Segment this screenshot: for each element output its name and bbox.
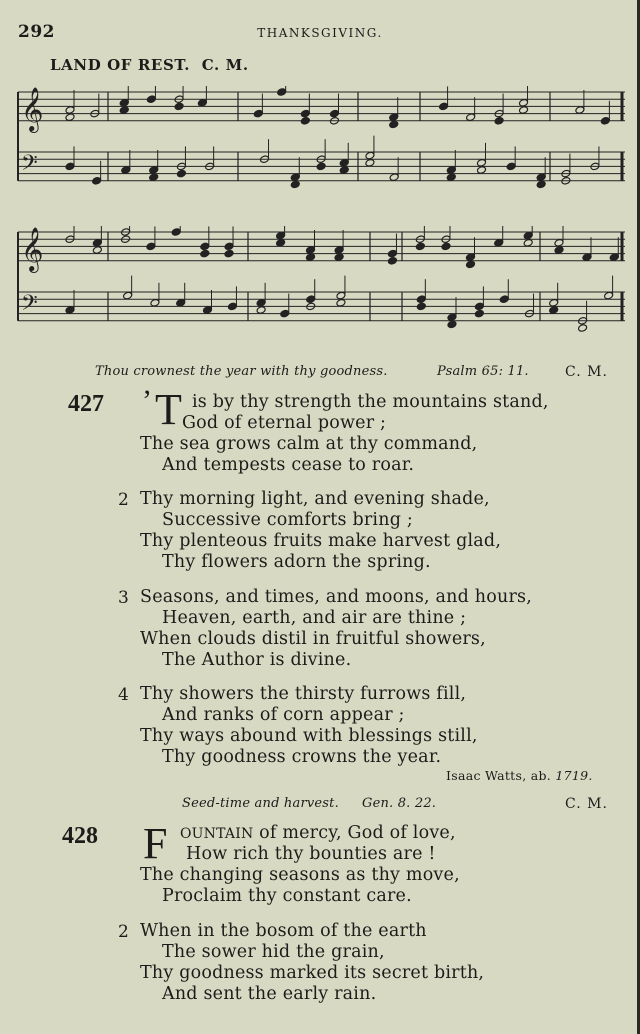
note-head	[446, 173, 456, 182]
note-head	[494, 117, 504, 126]
note-head	[276, 239, 286, 248]
note-head	[149, 166, 159, 175]
hymn-427-s3-line3: When clouds distil in fruitful showers,	[140, 629, 486, 649]
note-head	[65, 162, 75, 171]
note-head	[575, 106, 585, 115]
note-head	[600, 117, 610, 126]
note-head	[174, 102, 184, 111]
note-head	[536, 180, 546, 189]
hymn-428-caption: Seed-time and harvest.	[182, 796, 339, 811]
hymn-428-scripture: Gen. 8. 22.	[362, 796, 437, 811]
treble-clef-icon: 𝄞	[21, 227, 44, 271]
hymn-428-s1-line3: The changing seasons as thy move,	[140, 865, 460, 885]
note-head	[150, 299, 160, 308]
first-word-rest: OUNTAIN	[180, 826, 254, 842]
hymn-427-s1-line3: The sea grows calm at thy command,	[140, 434, 478, 454]
note-head	[578, 324, 588, 333]
hymn-427-s3-line1: Seasons, and times, and moons, and hours,	[140, 587, 532, 607]
note-head	[523, 239, 533, 248]
hymn-427-s4-line1: Thy showers the thirsty furrows fill,	[140, 684, 467, 704]
hymn-427-s4-line2: And ranks of corn appear ;	[162, 705, 405, 725]
note-head	[549, 306, 559, 315]
note-head	[387, 257, 397, 266]
treble-clef-icon: 𝄞	[21, 87, 44, 131]
note-head	[119, 106, 129, 115]
hymn-428-s2-line4: And sent the early rain.	[162, 984, 377, 1004]
hymn-428-s2-line3: Thy goodness marked its secret birth,	[140, 963, 485, 983]
hymn-427-scripture: Psalm 65: 11.	[437, 364, 529, 379]
line1-text: of mercy, God of love,	[259, 823, 456, 843]
note-head	[339, 159, 349, 168]
note-head	[416, 302, 426, 311]
hymn-427-meter: C. M.	[565, 364, 608, 380]
hymn-427-s2-line2: Successive comforts bring ;	[162, 510, 413, 530]
running-title: THANKSGIVING.	[257, 26, 383, 40]
note-head	[171, 228, 181, 237]
note-head	[365, 151, 375, 160]
note-head	[290, 180, 300, 189]
hymn-427-s3-number: 3	[118, 588, 129, 608]
note-head	[415, 242, 425, 251]
note-head	[253, 109, 263, 118]
note-head	[494, 239, 504, 248]
hymn-428-meter: C. M.	[565, 796, 608, 812]
note-head	[280, 309, 290, 318]
note-head	[387, 249, 397, 258]
hymn-428-s2-number: 2	[118, 922, 129, 942]
note-head	[256, 306, 266, 315]
author-year: 1719.	[555, 768, 593, 783]
hymn-427-dropcap: T	[155, 385, 182, 434]
note-head	[466, 260, 476, 269]
note-head	[549, 299, 559, 308]
note-head	[65, 306, 75, 315]
note-head	[224, 242, 234, 251]
note-head	[389, 113, 399, 122]
note-head	[290, 173, 300, 182]
note-head	[336, 299, 346, 308]
hymn-427-s2-line3: Thy plenteous fruits make harvest glad,	[140, 531, 502, 551]
note-head	[306, 246, 316, 255]
note-head	[123, 291, 133, 300]
note-head	[582, 253, 592, 262]
hymn-427-s3-line2: Heaven, earth, and air are thine ;	[162, 608, 467, 628]
hymn-427-s1-line2: God of eternal power ;	[182, 413, 387, 433]
note-head	[176, 299, 186, 308]
hymn-427-s4-line3: Thy ways abound with blessings still,	[140, 726, 478, 746]
note-head	[609, 253, 619, 262]
hymn-428-number: 428	[62, 823, 98, 849]
note-head	[227, 302, 237, 311]
note-head	[519, 99, 529, 108]
note-head	[604, 291, 614, 300]
note-head	[256, 299, 266, 308]
note-head	[306, 295, 316, 304]
note-head	[334, 253, 344, 262]
note-head	[146, 242, 156, 251]
note-head	[176, 169, 186, 178]
note-head	[466, 113, 476, 122]
note-head	[203, 306, 213, 315]
hymn-428-s1-line1	[180, 823, 456, 843]
note-head	[65, 106, 75, 115]
tune-meter: C. M.	[201, 56, 249, 74]
note-head	[92, 239, 102, 248]
note-head	[92, 246, 102, 255]
note-head	[536, 173, 546, 182]
author-name: Isaac Watts, ab.	[446, 768, 552, 783]
tune-name: LAND OF REST.	[50, 56, 191, 74]
hymn-427-s1-line4: And tempests cease to roar.	[162, 455, 415, 475]
note-head	[197, 99, 207, 108]
note-head	[447, 320, 457, 329]
hymn-427-s2-number: 2	[118, 490, 129, 510]
hymn-427-s3-line4: The Author is divine.	[162, 650, 352, 670]
note-head	[146, 95, 156, 104]
note-head	[200, 249, 210, 258]
note-head	[554, 246, 564, 255]
note-head	[389, 120, 399, 129]
note-head	[554, 239, 564, 248]
note-head	[477, 166, 487, 175]
hymn-427-s2-line1: Thy morning light, and evening shade,	[140, 489, 490, 509]
note-head	[474, 302, 484, 311]
hymn-427-s2-line4: Thy flowers adorn the spring.	[162, 552, 431, 572]
hymn-427-s4-line4: Thy goodness crowns the year.	[162, 747, 442, 767]
note-head	[447, 313, 457, 322]
note-head	[92, 177, 102, 186]
note-head	[474, 309, 484, 318]
bass-staff	[18, 276, 625, 333]
treble-staff	[18, 226, 625, 273]
note-head	[300, 117, 310, 126]
note-head	[334, 246, 344, 255]
note-head	[365, 159, 375, 168]
hymn-428-s2-line1: When in the bosom of the earth	[140, 921, 427, 941]
hymn-427-s4-number: 4	[118, 685, 129, 705]
note-head	[446, 166, 456, 175]
hymn-428-dropcap: F	[143, 819, 168, 868]
note-head	[523, 231, 533, 240]
note-head	[339, 166, 349, 175]
music-system-1	[0, 86, 640, 206]
note-head	[466, 253, 476, 262]
hymn-428-s1-line4: Proclaim thy constant care.	[162, 886, 412, 906]
note-head	[519, 106, 529, 115]
note-head	[499, 295, 509, 304]
note-head	[306, 253, 316, 262]
hymn-427-number: 427	[68, 391, 104, 417]
note-head	[224, 249, 234, 258]
note-head	[149, 173, 159, 182]
treble-staff	[18, 86, 625, 133]
note-head	[506, 162, 516, 171]
bass-clef-icon: 𝄢	[21, 151, 38, 181]
music-system-2	[0, 226, 640, 346]
bass-staff	[18, 136, 625, 189]
note-head	[389, 173, 399, 182]
hymn-428-s1-line2: How rich thy bounties are !	[186, 844, 436, 864]
page-number: 292	[18, 22, 55, 42]
hymn-427-caption: Thou crownest the year with thy goodness.	[95, 364, 388, 379]
hymn-427-apostrophe: ’	[142, 384, 152, 417]
note-head	[121, 166, 131, 175]
bass-clef-icon: 𝄢	[21, 291, 38, 321]
note-head	[65, 113, 75, 122]
note-head	[276, 231, 286, 240]
note-head	[119, 99, 129, 108]
note-head	[441, 242, 451, 251]
note-head	[336, 291, 346, 300]
note-head	[477, 159, 487, 168]
note-head	[200, 242, 210, 251]
note-head	[316, 162, 326, 171]
hymn-427-s1-line1: is by thy strength the mountains stand,	[192, 392, 549, 412]
hymn-428-s2-line2: The sower hid the grain,	[162, 942, 385, 962]
note-head	[330, 109, 340, 118]
note-head	[416, 295, 426, 304]
tune-title	[50, 56, 249, 74]
hymn-427-author	[446, 768, 593, 783]
note-head	[277, 88, 287, 97]
note-head	[300, 109, 310, 118]
note-head	[439, 102, 449, 111]
